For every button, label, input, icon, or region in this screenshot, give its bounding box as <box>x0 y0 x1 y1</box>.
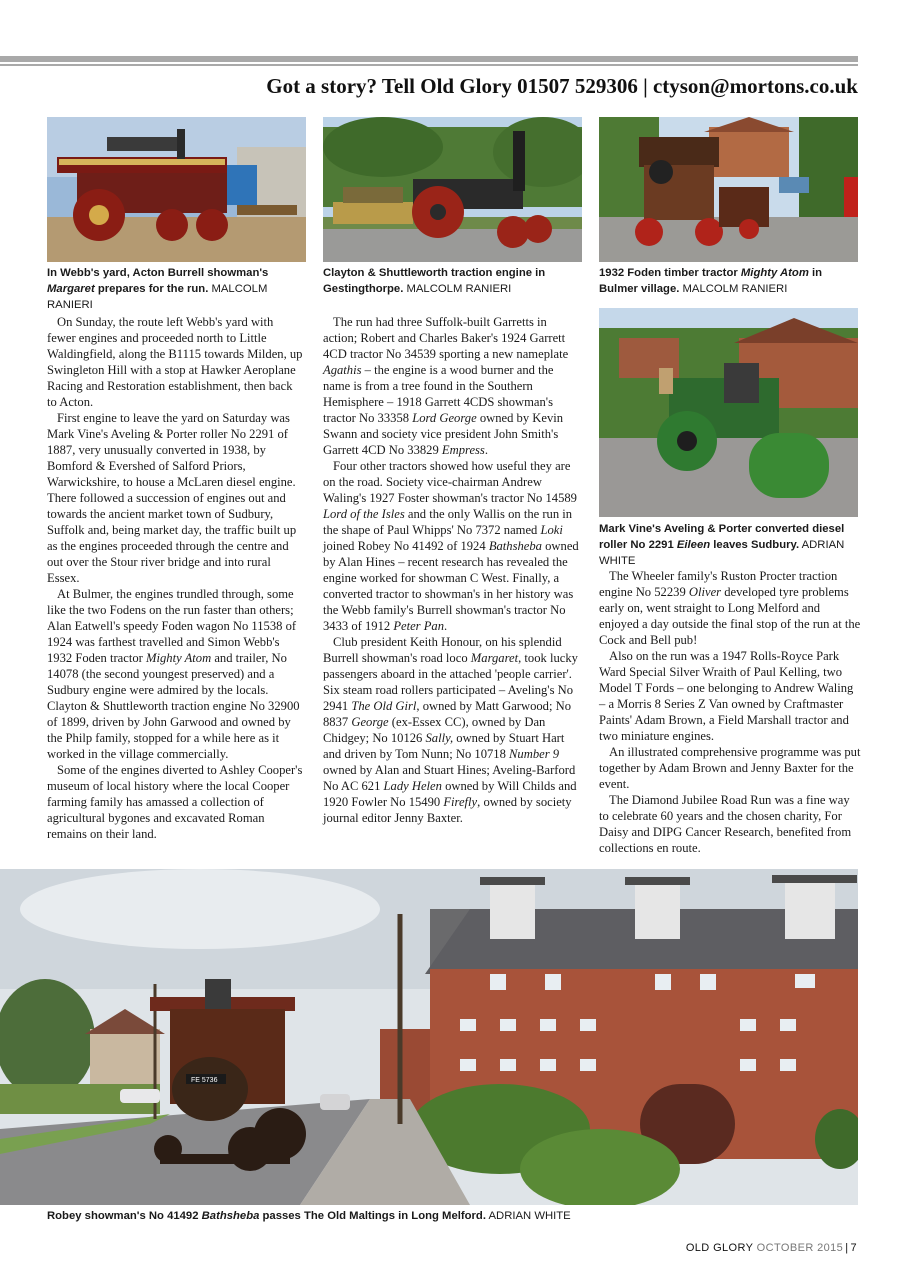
engine-name: Peter Pan <box>393 619 445 633</box>
page-number: 7 <box>850 1242 857 1254</box>
paragraph: On Sunday, the route left Webb's yard with fewer engines and proceeded north to Little Waldingfield, along the B1115 towards Milden, up Swingleton Hill with a stop at Hawker Aeroplane Racing and Restoration establishment, then back to Acton. <box>47 315 303 409</box>
engine-name: Lord George <box>412 411 477 425</box>
photo-credit: ADRIAN WHITE <box>485 1210 571 1222</box>
caption-text-end: leaves Sudbury. <box>710 539 800 551</box>
caption-text-end: prepares for the run. <box>94 283 209 295</box>
paragraph: First engine to leave the yard on Saturday was Mark Vine's Aveling & Porter roller No 2291 of 1887, very unusually converted in 1938, by Bomford & Evershed of Salford Priors, Warwickshire, to house a McLaren diesel engine. There followed a succession of engines out and towards the ancient market town of Sudbury, Suffolk and, being market day, the traffic built up as the engines proceeded through the centre and out over the Stour river bridge and into rural Essex. <box>47 411 297 585</box>
photo-credit: MALCOLM RANIERI <box>679 283 788 295</box>
caption-text-end: in Bulmer village. <box>599 267 823 295</box>
caption-burrell <box>47 265 309 313</box>
number-plate: FE 5736 <box>191 1077 218 1084</box>
caption-text: 1932 Foden timber tractor <box>599 267 741 279</box>
caption-engine-name: Eileen <box>676 539 711 551</box>
caption-robey <box>47 1208 847 1224</box>
engine-name: George <box>351 715 389 729</box>
caption-text: Robey showman's No 41492 <box>47 1210 202 1222</box>
burrell-showmans-engine-photo <box>47 117 306 262</box>
engine-name: Empress <box>441 443 485 457</box>
engine-name: Oliver <box>688 585 722 599</box>
issue-date: OCTOBER 2015 <box>756 1242 844 1254</box>
diesel-roller-photo <box>599 308 858 517</box>
engine-name: Agathis <box>323 363 362 377</box>
header-rule-thin <box>0 64 858 66</box>
paragraph: Also on the run was a 1947 Rolls-Royce Park Ward Special Silver Wraith of Paul Kelling, two Model T Fords – one belonging to Andrew Waling – a Morris 8 Series Z Van owned by Craftmaster Paints' Adam Brown, a Field Marshall tractor and two miniature engines. <box>599 649 854 743</box>
paragraph: Some of the engines diverted to Ashley Cooper's museum of local history where the local Cooper farming family has amassed a collection of agricultural bygones and excavated Roman remains on their land. <box>47 763 303 841</box>
footer-separator: | <box>845 1242 849 1254</box>
caption-engine-name: Mighty Atom <box>740 267 809 279</box>
caption-foden <box>599 265 861 297</box>
article-column-3 <box>599 568 861 856</box>
engine-name: Mighty Atom <box>145 651 212 665</box>
header-rule <box>0 56 858 62</box>
article-column-2 <box>323 314 583 826</box>
paragraph: At Bulmer, the engines trundled through, some like the two Fodens on the run faster than others; Alan Eatwell's speedy Foden wagon No 11538 of 1924 was farthest travelled and Simon Webb's 1932 Foden tractor Mighty Atom and trailer, No 14078 (the second youngest preserved) and a Sudbury engine were admired by the locals. Clayton & Shuttleworth traction engine No 32900 of 1899, driven by John Garwood and owned by the Philp family, stopped for a while here as it worked in the village commercially. <box>47 587 300 761</box>
photo-credit: MALCOLM RANIERI <box>47 283 268 311</box>
caption-engine-name: Bathsheba <box>201 1210 260 1222</box>
engine-name: The Old Girl <box>351 699 417 713</box>
photo-credit: MALCOLM RANIERI <box>403 283 512 295</box>
traction-engine-photo <box>323 117 582 262</box>
caption-text: Clayton & Shuttleworth traction engine in Gestingthorpe. <box>323 267 546 295</box>
paragraph: The run had three Suffolk-built Garretts in action; Robert and Charles Baker's 1924 Garrett 4CD tractor No 34539 sporting a new nameplate Agathis – the engine is a wood burner and the name is from a tree found in the Southern Hemisphere – 1918 Garrett 4CDS showman's tractor No 33358 Lord George owned by Kevin Swann and society vice president John Smith's Garrett 4CD No 33829 Empress. <box>323 315 569 457</box>
caption-clayton <box>323 265 585 297</box>
paragraph: An illustrated comprehensive programme was put together by Adam Brown and Jenny Baxter for the event. <box>599 745 861 791</box>
photo-credit: ADRIAN WHITE <box>599 539 845 567</box>
article-column-1 <box>47 314 305 842</box>
magazine-name: OLD GLORY <box>685 1242 754 1254</box>
foden-timber-tractor-photo <box>599 117 858 262</box>
maltings-street-photo <box>0 869 858 1205</box>
paragraph: Four other tractors showed how useful they are on the road. Society vice-chairman Andrew Waling's 1927 Foster showman's tractor No 14589 Lord of the Isles and the only Wallis on the run in the shape of Paul Whipps' No 7372 named Loki joined Robey No 41492 of 1924 Bathsheba owned by Alan Hines – recent research has revealed the engine worked for showman C West. Finally, a converted tractor to showman's in her history was the Webb family's Burrell showman's tractor No 3433 of 1912 Peter Pan. <box>323 459 579 633</box>
caption-engine-name: Margaret <box>47 283 95 295</box>
engine-name: Sally, <box>425 731 454 745</box>
paragraph: Club president Keith Honour, on his splendid Burrell showman's road loco Margaret, took lucky passengers aboard in the attached 'people carrier'. Six steam road rollers participated – Aveling's No 2941 The Old Girl, owned by Matt Garwood; No 8837 George (ex-Essex CC), owned by Dan Chidgey; No 10126 Sally, owned by Stuart Hart and driven by Tom Nunn; No 10718 Number 9 owned by Alan and Stuart Hines; Aveling-Barford No AC 621 Lady Helen owned by Will Childs and 1920 Fowler No 15490 Firefly, owned by society journal editor Jenny Baxter. <box>323 635 578 825</box>
engine-name: Lady Helen <box>383 779 442 793</box>
caption-text: Mark Vine's Aveling & Porter converted diesel roller No 2291 <box>599 523 845 551</box>
engine-name: Loki <box>540 523 563 537</box>
page-tagline: Got a story? Tell Old Glory 01507 529306 | ctyson@mortons.co.uk <box>266 74 858 98</box>
page-footer <box>686 1242 857 1254</box>
engine-name: Number 9 <box>509 747 560 761</box>
engine-name: Bathsheba <box>488 539 542 553</box>
engine-name: Lord of the Isles <box>323 507 405 521</box>
caption-text: In Webb's yard, Acton Burrell showman's <box>47 267 269 279</box>
paragraph: The Diamond Jubilee Road Run was a fine way to celebrate 60 years and the chosen charity, For Daisy and DIPG Cancer Research, benefited from collections en route. <box>599 793 852 855</box>
engine-name: Firefly <box>443 795 478 809</box>
caption-roller <box>599 521 861 569</box>
engine-name: Margaret <box>470 651 519 665</box>
paragraph: The Wheeler family's Ruston Procter traction engine No 52239 Oliver developed tyre problems early on, went straight to Long Melford and enjoyed a day outside the final stop of the run at the Cock and Bell pub! <box>599 569 861 647</box>
caption-text-end: passes The Old Maltings in Long Melford. <box>259 1210 486 1222</box>
